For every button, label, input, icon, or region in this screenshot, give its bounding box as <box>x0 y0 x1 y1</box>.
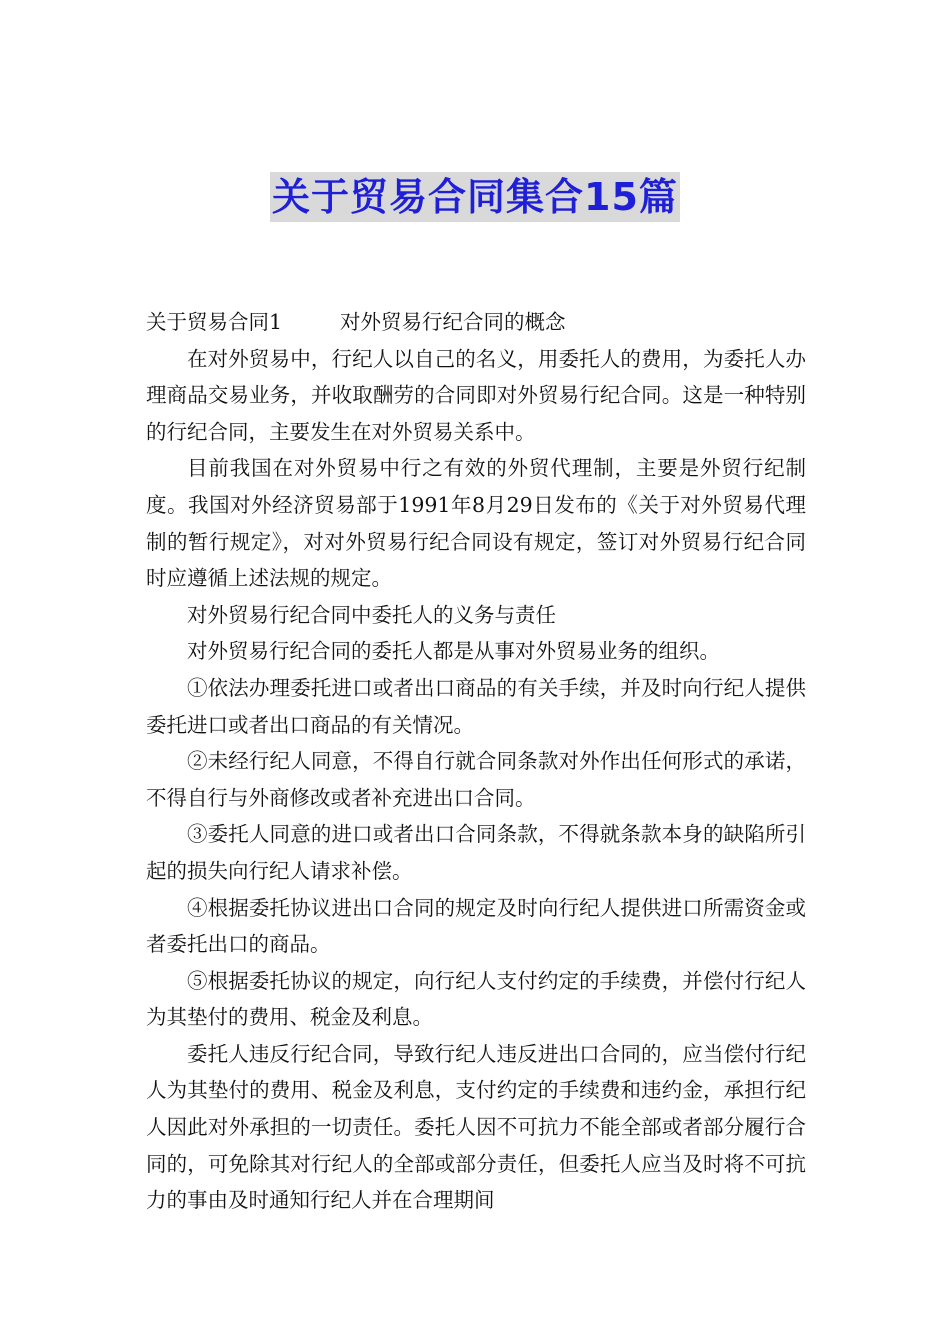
paragraph-1: 在对外贸易中，行纪人以自己的名义，用委托人的费用，为委托人办理商品交易业务，并收取酬劳的合同即对外贸易行纪合同。这是一种特别的行纪合同，主要发生在对外贸易关系中。 <box>146 346 806 444</box>
section-heading-line <box>146 304 806 341</box>
paragraph-7: ③委托人同意的进口或者出口合同条款，不得就条款本身的缺陷所引起的损失向行纪人请求补偿。 <box>146 822 806 883</box>
document-body <box>146 304 806 1219</box>
paragraph-6: ②未经行纪人同意，不得自行就合同条款对外作出任何形式的承诺，不得自行与外商修改或者补充进出口合同。 <box>146 749 806 810</box>
paragraph-10: 委托人违反行纪合同，导致行纪人违反进出口合同的，应当偿付行纪人为其垫付的费用、税金及利息，支付约定的手续费和违约金，承担行纪人因此对外承担的一切责任。委托人因不可抗力不能全部或者部分履行合同的，可免除其对行纪人的全部或部分责任，但委托人应当及时将不可抗力的事由及时通知行纪人并在合理期间 <box>146 1041 806 1213</box>
paragraph-4: 对外贸易行纪合同的委托人都是从事对外贸易业务的组织。 <box>187 639 720 664</box>
paragraph-9: ⑤根据委托协议的规定，向行纪人支付约定的手续费，并偿付行纪人为其垫付的费用、税金及利息。 <box>146 968 806 1030</box>
paragraph-2: 目前我国在对外贸易中行之有效的外贸代理制，主要是外贸行纪制度。我国对外经济贸易部于1991年8月29日发布的《关于对外贸易代理制的暂行规定》，对对外贸易行纪合同设有规定，签订对外贸易行纪合同时应遵循上述法规的规定。 <box>146 456 806 591</box>
paragraph-3: 对外贸易行纪合同中委托人的义务与责任 <box>187 602 556 627</box>
title-container <box>0 172 950 222</box>
section-heading: 对外贸易行纪合同的概念 <box>340 310 566 334</box>
paragraph-5: ①依法办理委托进口或者出口商品的有关手续，并及时向行纪人提供委托进口或者出口商品的有关情况。 <box>146 675 806 737</box>
document-title: 关于贸易合同集合15篇 <box>270 172 680 222</box>
paragraph-8: ④根据委托协议进出口合同的规定及时向行纪人提供进口所需资金或者委托出口的商品。 <box>146 895 806 957</box>
section-label: 关于贸易合同1 <box>146 310 283 334</box>
